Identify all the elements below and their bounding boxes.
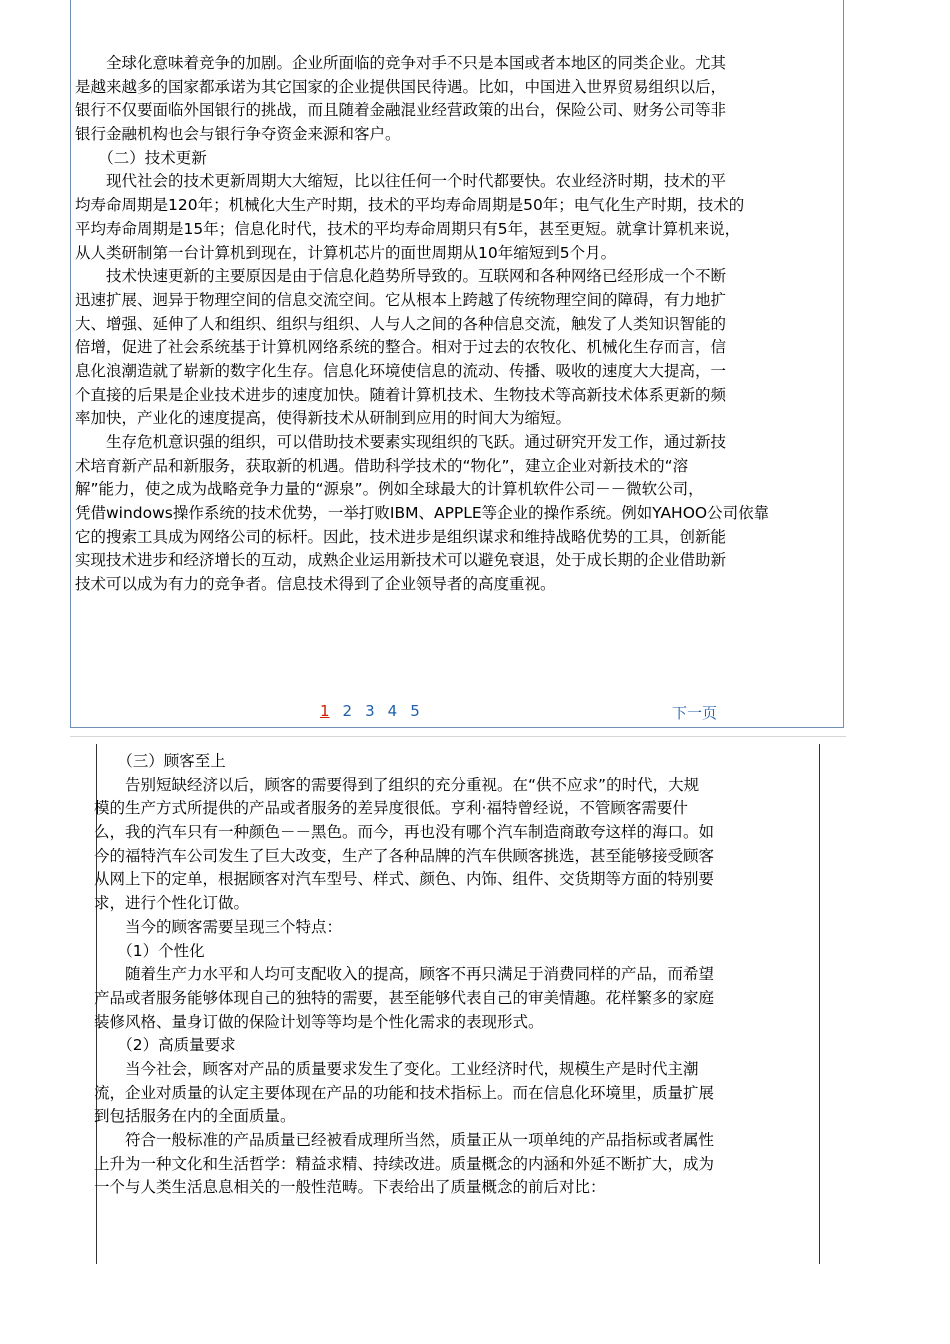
text-line: 它的搜索工具成为网络公司的标杆。因此，技术进步是组织谋求和维持战略优势的工具，创新能 — [75, 527, 727, 546]
page-link-3[interactable]: 3 — [365, 702, 375, 720]
text-line: 大、增强、延伸了人和组织、组织与组织、人与人之间的各种信息交流，触发了人类知识智能的 — [75, 314, 727, 333]
text-line: 银行金融机构也会与银行争夺资金来源和客户。 — [75, 125, 401, 144]
text-line: 凭借windows操作系统的技术优势，一举打败IBM、APPLE等企业的操作系统。例如YAHOO公司依靠 — [75, 504, 770, 523]
text-line: 均寿命周期是120年；机械化大生产时期，技术的平均寿命周期是50年；电气化生产时期，技术的 — [75, 196, 745, 215]
page-1-text — [75, 52, 840, 597]
text-line: 倍增，促进了社会系统基于计算机网络系统的整合。相对于过去的农牧化、机械化生存而言，信 — [75, 338, 727, 357]
page-link-4[interactable]: 4 — [387, 702, 398, 720]
text-line: 个直接的后果是企业技术进步的速度加快。随着计算机技术、生物技术等高新技术体系更新的频 — [75, 385, 727, 404]
text-line: 息化浪潮造就了崭新的数字化生存。信息化环境使信息的流动、传播、吸收的速度大大提高，一 — [75, 361, 727, 380]
page-link-2[interactable]: 2 — [342, 702, 353, 720]
text-line: 率加快，产业化的速度提高，使得新技术从研制到应用的时间大为缩短。 — [75, 409, 572, 428]
page-2-text — [94, 750, 814, 1200]
text-line: 从网上下的定单，根据顾客对汽车型号、样式、颜色、内饰、组件、交货期等方面的特别要 — [94, 870, 715, 889]
pagination — [320, 702, 433, 720]
text-line: 求，进行个性化订做。 — [94, 894, 250, 913]
text-line: 到包括服务在内的全面质量。 — [94, 1107, 296, 1126]
text-line: 一个与人类生活息息相关的一般性范畴。下表给出了质量概念的前后对比： — [94, 1178, 606, 1197]
text-line: 产品或者服务能够体现自己的独特的需要，甚至能够代表自己的审美情趣。花样繁多的家庭 — [94, 988, 715, 1007]
text-line: 技术快速更新的主要原因是由于信息化趋势所导致的。互联网和各种网络已经形成一个不断 — [75, 267, 727, 286]
text-line: 迅速扩展、迥异于物理空间的信息交流空间。它从根本上跨越了传统物理空间的障碍，有力地扩 — [75, 290, 727, 309]
text-line: 现代社会的技术更新周期大大缩短，比以往任何一个时代都要快。农业经济时期，技术的平 — [75, 172, 727, 191]
text-line: （1）个性化 — [94, 941, 205, 960]
text-line: 从人类研制第一台计算机到现在，计算机芯片的面世周期从10年缩短到5个月。 — [75, 243, 617, 262]
text-line: 实现技术进步和经济增长的互动，成熟企业运用新技术可以避免衰退，处于成长期的企业借助新 — [75, 551, 727, 570]
text-line: （2）高质量要求 — [94, 1036, 236, 1055]
text-line: 当今的顾客需要呈现三个特点： — [94, 917, 343, 936]
text-line: 全球化意味着竞争的加剧。企业所面临的竞争对手不只是本国或者本地区的同类企业。尤其 — [75, 54, 727, 72]
text-line: 术培育新产品和新服务，获取新的机遇。借助科学技术的“物化”，建立企业对新技术的“溶 — [75, 456, 689, 475]
text-line: 么，我的汽车只有一种颜色－－黑色。而今，再也没有哪个汽车制造商敢夸这样的海口。如 — [94, 823, 715, 842]
text-line: 符合一般标准的产品质量已经被看成理所当然，质量正从一项单纯的产品指标或者属性 — [94, 1131, 715, 1149]
text-line: 是越来越多的国家都承诺为其它国家的企业提供国民待遇。比如，中国进入世界贸易组织以后， — [75, 77, 727, 96]
text-line: 流，企业对质量的认定主要体现在产品的功能和技术指标上。而在信息化环境里，质量扩展 — [94, 1083, 715, 1102]
text-line: 告别短缺经济以后，顾客的需要得到了组织的充分重视。在“供不应求”的时代，大规 — [94, 775, 700, 794]
text-line: 平均寿命周期是15年；信息化时代，技术的平均寿命周期只有5年，甚至更短。就拿计算机来说， — [75, 219, 741, 238]
text-line: 随着生产力水平和人均可支配收入的提高，顾客不再只满足于消费同样的产品，而希望 — [94, 965, 715, 984]
next-page-link[interactable]: 下一页 — [672, 704, 718, 722]
text-line: 银行不仅要面临外国银行的挑战，而且随着金融混业经营政策的出台，保险公司、财务公司等非 — [75, 101, 727, 120]
text-line: 上升为一种文化和生活哲学：精益求精、持续改进。质量概念的内涵和外延不断扩大，成为 — [94, 1154, 715, 1173]
page-link-5[interactable]: 5 — [410, 702, 420, 720]
text-line: 当今社会，顾客对产品的质量要求发生了变化。工业经济时代，规模生产是时代主潮 — [94, 1059, 699, 1078]
text-line: （二）技术更新 — [75, 148, 207, 167]
page-link-1[interactable]: 1 — [320, 702, 330, 720]
page-divider — [70, 736, 846, 737]
text-line: 技术可以成为有力的竞争者。信息技术得到了企业领导者的高度重视。 — [75, 575, 556, 594]
text-line: （三）顾客至上 — [94, 752, 226, 770]
text-line: 今的福特汽车公司发生了巨大改变，生产了各种品牌的汽车供顾客挑选，甚至能够接受顾客 — [94, 846, 715, 865]
text-line: 模的生产方式所提供的产品或者服务的差异度很低。亨利·福特曾经说，不管顾客需要什 — [94, 799, 688, 818]
text-line: 解”能力，使之成为战略竞争力量的“源泉”。例如全球最大的计算机软件公司－－微软公司， — [75, 480, 704, 499]
text-line: 生存危机意识强的组织，可以借助技术要素实现组织的飞跃。通过研究开发工作，通过新技 — [75, 433, 727, 451]
text-line: 装修风格、量身订做的保险计划等等均是个性化需求的表现形式。 — [94, 1012, 544, 1031]
